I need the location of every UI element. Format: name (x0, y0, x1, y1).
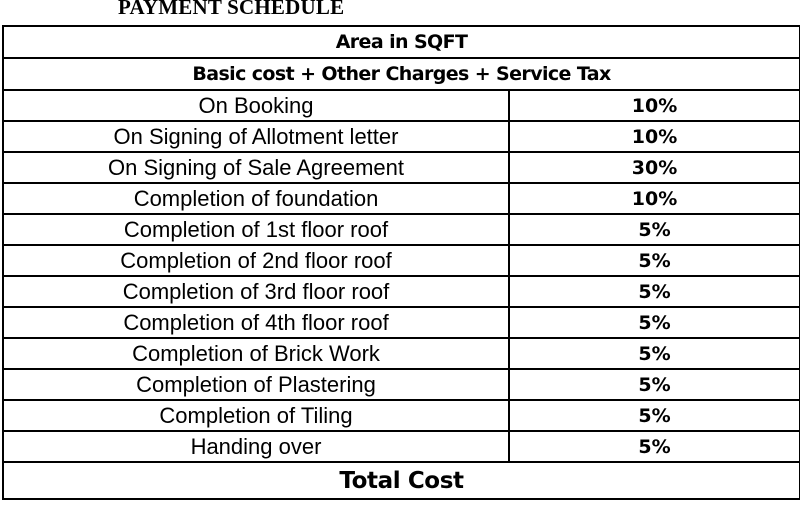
percent-cell: 30% (509, 152, 800, 183)
cost-components-header: Basic cost + Other Charges + Service Tax (3, 58, 800, 90)
table-header-row (3, 26, 800, 58)
table-subheader-row (3, 58, 800, 90)
table-row (3, 214, 800, 245)
percent-cell: 5% (509, 431, 800, 462)
percent-cell: 5% (509, 338, 800, 369)
stage-cell: Completion of 2nd floor roof (3, 245, 509, 276)
stage-cell: Completion of 4th floor roof (3, 307, 509, 338)
stage-cell: Handing over (3, 431, 509, 462)
payment-schedule-table (2, 25, 800, 500)
table-row (3, 369, 800, 400)
area-header: Area in SQFT (3, 26, 800, 58)
table-row (3, 183, 800, 214)
stage-cell: Completion of 1st floor roof (3, 214, 509, 245)
percent-cell: 5% (509, 369, 800, 400)
stage-cell: On Signing of Sale Agreement (3, 152, 509, 183)
table-row (3, 276, 800, 307)
percent-cell: 5% (509, 214, 800, 245)
percent-cell: 10% (509, 121, 800, 152)
percent-cell: 10% (509, 183, 800, 214)
stage-cell: Completion of Brick Work (3, 338, 509, 369)
stage-cell: On Booking (3, 90, 509, 121)
table-row (3, 431, 800, 462)
percent-cell: 5% (509, 400, 800, 431)
stage-cell: Completion of Tiling (3, 400, 509, 431)
table-row (3, 400, 800, 431)
percent-cell: 5% (509, 245, 800, 276)
table-row (3, 90, 800, 121)
stage-cell: Completion of 3rd floor roof (3, 276, 509, 307)
total-cost-label: Total Cost (3, 462, 800, 499)
table-row (3, 307, 800, 338)
percent-cell: 5% (509, 307, 800, 338)
stage-cell: Completion of Plastering (3, 369, 509, 400)
stage-cell: On Signing of Allotment letter (3, 121, 509, 152)
table-row (3, 338, 800, 369)
percent-cell: 5% (509, 276, 800, 307)
percent-cell: 10% (509, 90, 800, 121)
table-row (3, 152, 800, 183)
table-row (3, 245, 800, 276)
page-title: PAYMENT SCHEDULE (118, 0, 345, 19)
table-row (3, 121, 800, 152)
total-row (3, 462, 800, 499)
stage-cell: Completion of foundation (3, 183, 509, 214)
